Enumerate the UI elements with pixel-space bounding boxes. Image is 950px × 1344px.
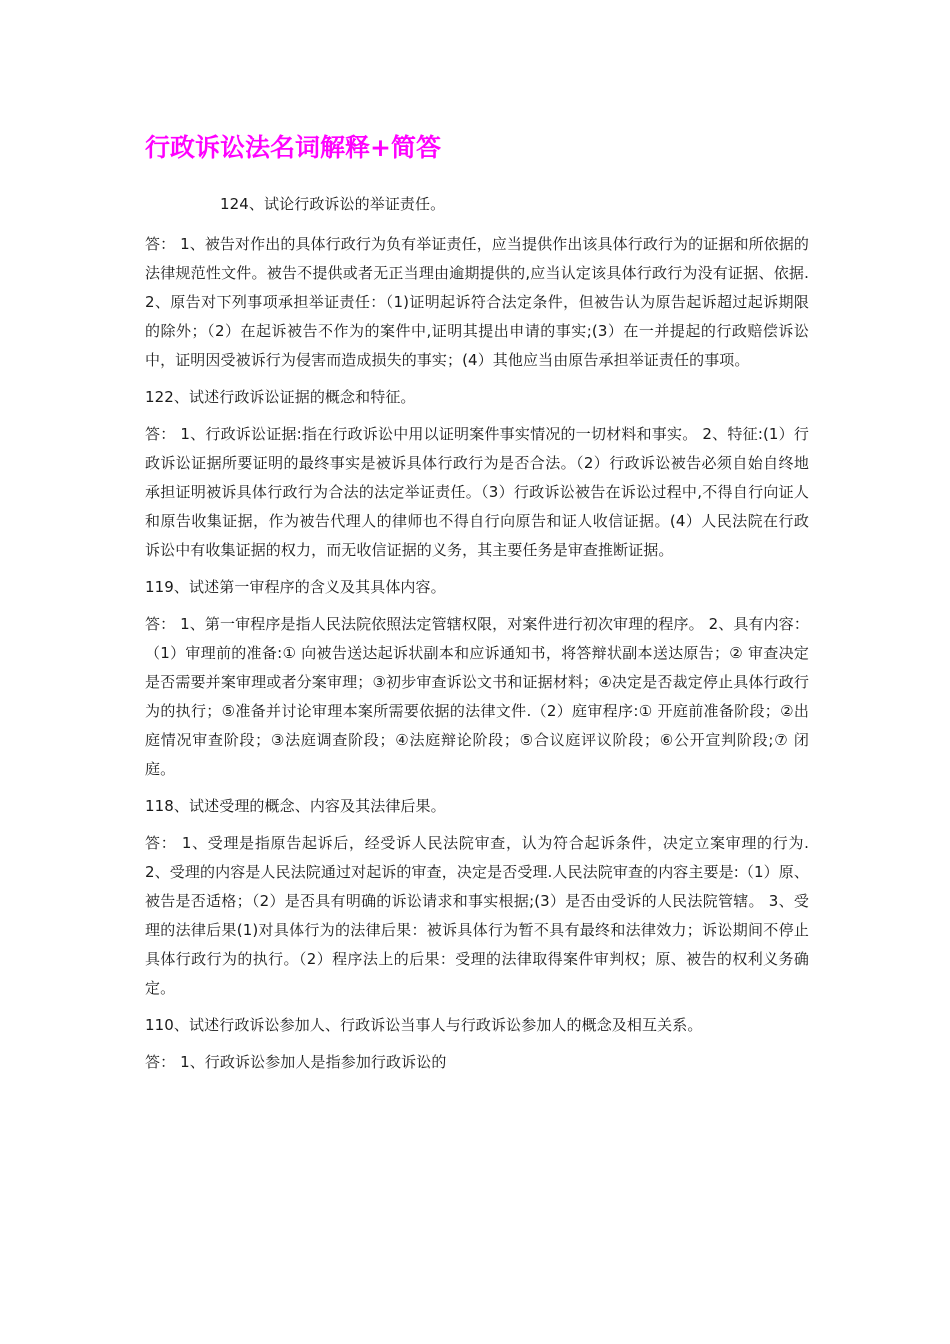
question-110: 110、试述行政诉讼参加人、行政诉讼当事人与行政诉讼参加人的概念及相互关系。: [145, 1016, 703, 1034]
answer-122: 答： 1、行政诉讼证据:指在行政诉讼中用以证明案件事实情况的一切材料和事实。 2、特征:(1）行政诉讼证据所要证明的最终事实是被诉具体行政行为是否合法。（2）行政诉讼被告必须自始自终地承担证明被诉具体行政行为合法的法定举证责任。（3）行政诉讼被告在诉讼过程中,不得自行向证人和原告收集证据，作为被告代理人的律师也不得自行向原告和证人收信证据。(4）人民法院在行政诉讼中有收集证据的权力，而无收信证据的义务，其主要任务是审查推断证据。: [145, 425, 809, 559]
answer-119: 答： 1、第一审程序是指人民法院依照法定管辖权限，对案件进行初次审理的程序。 2、具有内容：（1）审理前的准备:① 向被告送达起诉状副本和应诉通知书，将答辩状副本送达原告；② 审查决定是否需要并案审理或者分案审理；③初步审查诉讼文书和证据材料；④决定是否裁定停止具体行政行为的执行；⑤准备并讨论审理本案所需要依据的法律文件.（2）庭审程序:① 开庭前准备阶段；②出庭情况审查阶段；③法庭调查阶段；④法庭辩论阶段；⑤合议庭评议阶段；⑥公开宣判阶段;⑦ 闭庭。: [145, 615, 809, 778]
question-122: 122、试述行政诉讼证据的概念和特征。: [145, 388, 416, 406]
answer-124: 答： 1、被告对作出的具体行政行为负有举证责任，应当提供作出该具体行政行为的证据和所依据的法律规范性文件。被告不提供或者无正当理由逾期提供的,应当认定该具体行政行为没有证据、依据. 2、原告对下列事项承担举证责任：（1)证明起诉符合法定条件，但被告认为原告起诉超过起诉期限的除外；（2）在起诉被告不作为的案件中,证明其提出申请的事实;(3）在一并提起的行政赔偿诉讼中，证明因受被诉行为侵害而造成损失的事实；(4）其他应当由原告承担举证责任的事项。: [145, 235, 809, 369]
answer-110: 答： 1、行政诉讼参加人是指参加行政诉讼的: [145, 1053, 447, 1071]
question-118: 118、试述受理的概念、内容及其法律后果。: [145, 797, 446, 815]
question-124: 124、试论行政诉讼的举证责任。: [220, 195, 446, 213]
document-body: [145, 190, 809, 1085]
answer-118: 答： 1、受理是指原告起诉后，经受诉人民法院审查，认为符合起诉条件，决定立案审理的行为. 2、受理的内容是人民法院通过对起诉的审查，决定是否受理.人民法院审查的内容主要是:（1）原、被告是否适格；（2）是否具有明确的诉讼请求和事实根据;(3）是否由受诉的人民法院管辖。 3、受理的法律后果(1)对具体行为的法律后果：被诉具体行为暂不具有最终和法律效力；诉讼期间不停止具体行政行为的执行。（2）程序法上的后果：受理的法律取得案件审判权；原、被告的权利义务确定。: [145, 834, 809, 997]
document-title: 行政诉讼法名词解释+简答: [145, 133, 441, 162]
question-119: 119、试述第一审程序的含义及其具体内容。: [145, 578, 446, 596]
